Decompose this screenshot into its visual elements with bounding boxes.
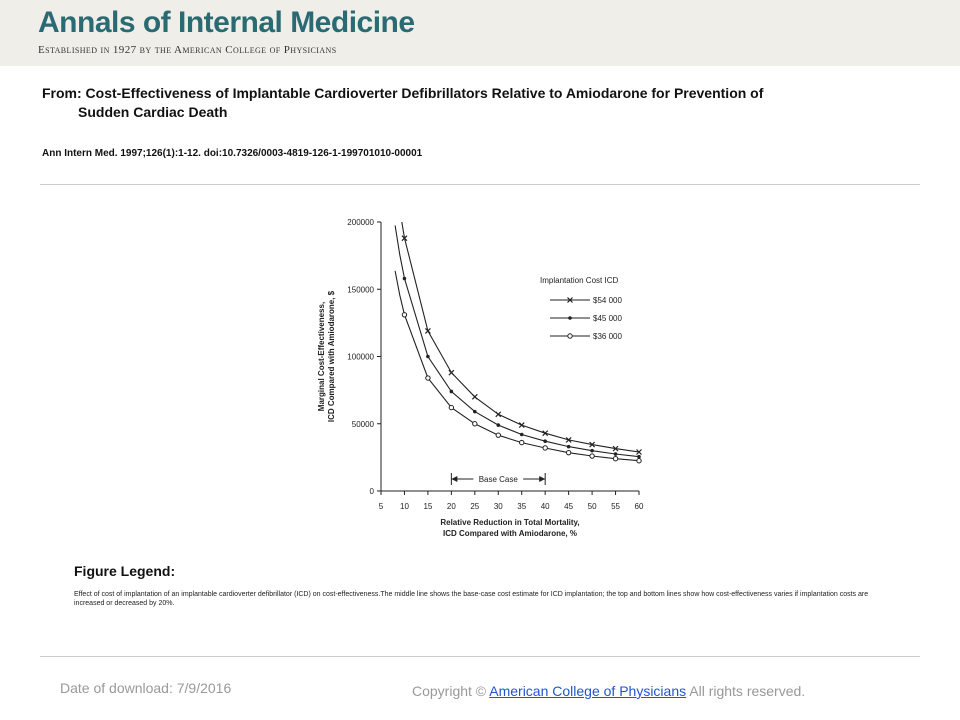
- data-point: [567, 445, 571, 449]
- x-tick-label: 5: [378, 502, 384, 511]
- legend-item: [550, 296, 622, 305]
- data-point: [520, 440, 524, 444]
- x-tick-label: 25: [470, 502, 480, 511]
- data-point: [543, 446, 547, 450]
- divider-top: [40, 184, 920, 185]
- legend-label: $54 000: [593, 296, 622, 305]
- acp-link[interactable]: American College of Physicians: [489, 683, 687, 699]
- series-line: [395, 210, 639, 452]
- data-point: [637, 459, 641, 463]
- data-point: [403, 277, 407, 281]
- data-point: [426, 376, 430, 380]
- data-point: [520, 433, 524, 437]
- x-tick-label: 45: [564, 502, 574, 511]
- x-tick-label: 15: [423, 502, 433, 511]
- divider-bottom: [40, 656, 920, 657]
- data-point: [450, 390, 454, 394]
- data-point: [426, 355, 430, 359]
- y-tick-label: 100000: [347, 352, 374, 362]
- data-point: [566, 450, 570, 454]
- data-point: [568, 334, 572, 338]
- data-point: [614, 452, 618, 456]
- y-tick-label: 150000: [347, 285, 374, 295]
- journal-tagline: Established in 1927 by the American College of Physicians: [38, 44, 337, 56]
- data-point: [473, 422, 477, 426]
- data-point: [590, 449, 594, 453]
- legend-title: Implantation Cost ICD: [540, 276, 619, 285]
- article-title-line2: Sudden Cardiac Death: [78, 104, 228, 120]
- x-tick-label: 20: [446, 502, 456, 511]
- legend-label: $45 000: [593, 314, 622, 323]
- x-tick-label: 50: [587, 502, 597, 511]
- article-title-line1: From: Cost-Effectiveness of Implantable Cardioverter Defibrillators Relative to Amiodarone for Prevention of: [42, 85, 764, 101]
- journal-header: [0, 0, 960, 66]
- journal-title: Annals of Internal Medicine: [38, 6, 415, 39]
- data-point: [449, 405, 453, 409]
- citation: Ann Intern Med. 1997;126(1):1-12. doi:10.7326/0003-4819-126-1-199701010-00001: [42, 148, 423, 159]
- y-tick-label: 0: [369, 487, 374, 496]
- base-case-label: Base Case: [478, 475, 518, 484]
- y-tick-label: 50000: [351, 419, 374, 429]
- data-point: [613, 457, 617, 461]
- legend-item: [550, 332, 622, 341]
- data-point: [637, 455, 641, 459]
- chart-svg: [300, 210, 670, 550]
- data-point: [519, 423, 524, 428]
- x-tick-label: 30: [493, 502, 503, 511]
- data-point: [402, 313, 406, 317]
- copyright-prefix: Copyright ©: [412, 683, 487, 699]
- data-point: [473, 410, 477, 414]
- figure-legend-text: Effect of cost of implantation of an implantable cardioverter defibrillator (ICD) on cost-effectiveness.The middle line shows the base-case cost estimate for ICD implantation; the top and bottom lines show how cost-effectiveness varies if implantation costs are increased or decreased by 20%.: [74, 591, 869, 607]
- figure-chart: [300, 210, 670, 550]
- data-point: [568, 316, 572, 320]
- data-point: [496, 433, 500, 437]
- data-point: [543, 439, 547, 443]
- base-case-left-arrow: [451, 476, 457, 482]
- y-axis-title-line2: ICD Compared with Amiodarone, $: [327, 290, 336, 423]
- series-line: [395, 225, 639, 456]
- data-point: [496, 412, 501, 417]
- data-point: [449, 370, 454, 375]
- download-label: Date of download:: [60, 680, 173, 696]
- article-title: [42, 84, 902, 122]
- data-point: [472, 394, 477, 399]
- x-axis-title-line2: ICD Compared with Amiodarone, %: [443, 529, 577, 538]
- download-date: [60, 680, 231, 696]
- data-point: [590, 454, 594, 458]
- legend-item: [550, 314, 622, 323]
- x-tick-label: 55: [611, 502, 620, 511]
- x-tick-label: 40: [540, 502, 550, 511]
- x-tick-label: 35: [517, 502, 527, 511]
- copyright-suffix: All rights reserved.: [689, 683, 806, 699]
- figure-legend-title: Figure Legend:: [74, 563, 176, 579]
- y-tick-label: 200000: [347, 218, 374, 227]
- data-point: [496, 423, 500, 427]
- copyright: [412, 683, 805, 699]
- y-axis-title-line1: Marginal Cost-Effectiveness,: [317, 301, 326, 412]
- x-tick-label: 60: [634, 502, 644, 511]
- download-value: 7/9/2016: [176, 680, 232, 696]
- base-case-right-arrow: [539, 476, 545, 482]
- legend-label: $36 000: [593, 332, 622, 341]
- x-axis-title-line1: Relative Reduction in Total Mortality,: [440, 518, 580, 527]
- x-tick-label: 10: [400, 502, 409, 511]
